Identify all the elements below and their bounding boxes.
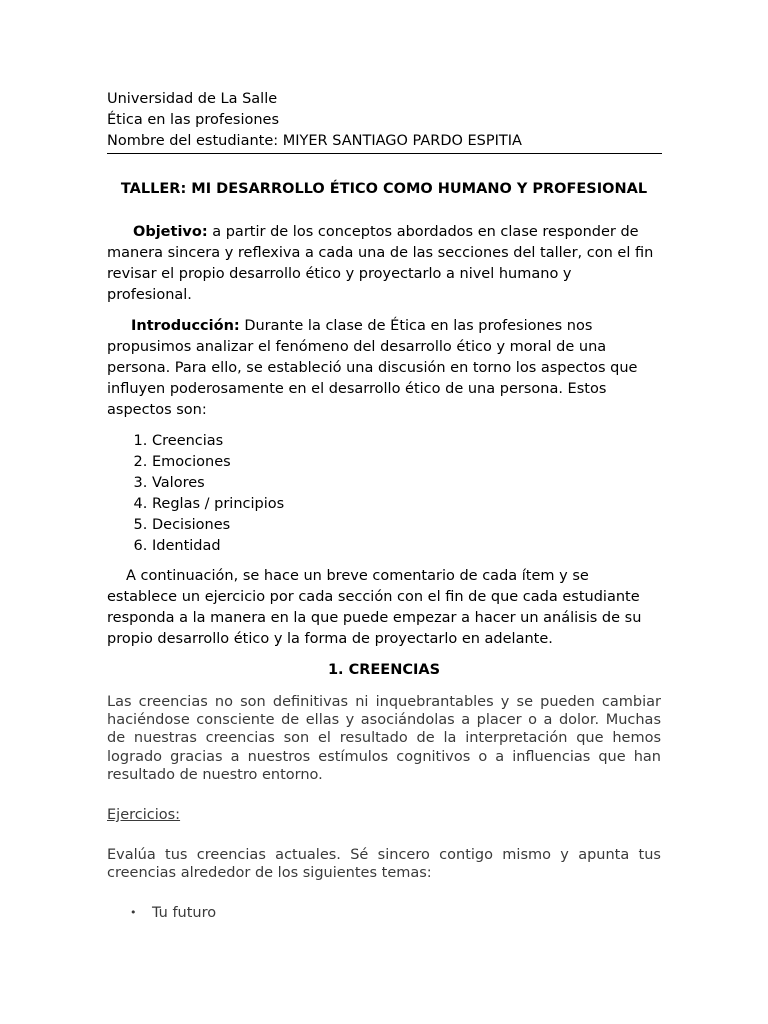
exercises-heading: Ejercicios: [107,807,181,824]
list-item: 5. Decisiones [152,515,661,536]
course-name: Ética en las profesiones [107,112,280,128]
continuation-paragraph: A continuación, se hace un breve comentario de cada ítem y se establece un ejercicio por cada sección con el fin de que cada estudiante responda a la manera en la que puede empezar a hacer un análisis de su propio desarrollo ético y la forma de proyectarlo en adelante. [107,568,642,647]
objective-label: Objetivo: [133,224,208,240]
university-name: Universidad de La Salle [107,91,278,107]
objective-text: a partir de los conceptos abordados en clase responder de manera sincera y reflexiva a cada una de las secciones del taller, con el fin revisar el propio desarrollo ético y proyectarlo a nivel humano y profesional. [107,224,654,303]
list-item: 4. Reglas / principios [152,494,661,515]
section-title-creencias: 1. CREENCIAS [327,662,441,678]
list-item: 1. Creencias [152,431,661,452]
document-page [107,89,661,922]
creencias-paragraph: Las creencias no son definitivas ni inquebrantables y se pueden cambiar haciéndose consciente de ellas y asociándolas a placer o a dolor. Muchas de nuestras creencias son el resultado de la interpretación que hemos logrado gracias a nuestros estímulos cognitivos o a influencias que han resultado de nuestro entorno. [107,694,661,783]
objective-paragraph [107,222,661,306]
document-title: TALLER: MI DESARROLLO ÉTICO COMO HUMANO Y PROFESIONAL [120,181,648,197]
student-name: Nombre del estudiante: MIYER SANTIAGO PARDO ESPITIA [107,133,522,149]
aspects-list [107,431,661,557]
introduction-paragraph [107,316,661,421]
topic-label: Tu futuro [152,905,217,922]
list-item: 2. Emociones [152,452,661,473]
list-item: 6. Identidad [152,536,661,557]
topics-list [107,904,661,922]
list-item [130,904,661,922]
bullet-icon: • [130,906,137,920]
list-item: 3. Valores [152,473,661,494]
header-divider [107,153,662,154]
exercise-instructions: Evalúa tus creencias actuales. Sé sincero contigo mismo y apunta tus creencias alrededor de los siguientes temas: [107,847,661,882]
introduction-text: Durante la clase de Ética en las profesiones nos propusimos analizar el fenómeno del desarrollo ético y moral de una persona. Para ello, se estableció una discusión en torno los aspectos que influyen poderosamente en el desarrollo ético de una persona. Estos aspectos son: [107,318,638,418]
introduction-label: Introducción: [131,318,240,334]
